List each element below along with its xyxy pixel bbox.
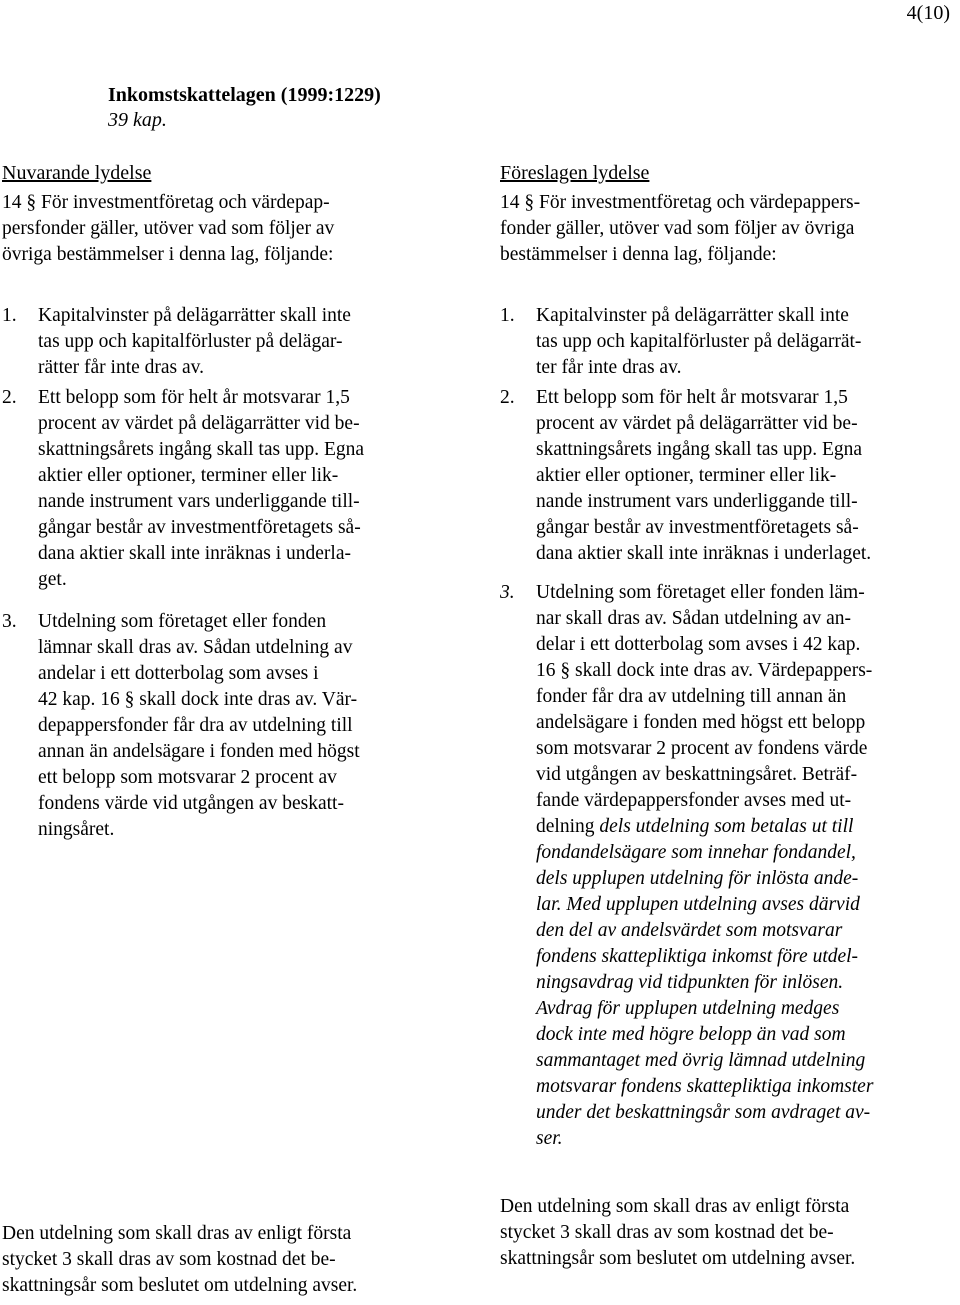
item-number: 2. [500,387,515,408]
page-number: 4(10) [906,2,950,24]
item-number: 1. [2,305,17,326]
proposed-item-3 [500,580,960,1152]
current-item-3 [2,609,472,843]
item-text: Ett belopp som för helt år motsvarar 1,5 procent av värdet på delägarrätter vid be- skattningsårets ingång skall tas upp. Egna aktier eller optioner, terminer eller lik- nande instrument vars underliggande till- gångar består av investmentföretagets så- dana aktier skall inte inräknas i underla- get. [38,387,365,590]
current-intro-paragraph: 14 § För investmentföretag och värdepap- persfonder gäller, utöver vad som följer av övriga bestämmelser i denna lag, följande: [2,192,335,265]
proposed-item-2 [500,385,960,567]
current-final-paragraph: Den utdelning som skall dras av enligt första stycket 3 skall dras av som kostnad det be- skattningsår som beslutet om utdelning avser. [2,1223,358,1296]
item-text: Kapitalvinster på delägarrätter skall inte tas upp och kapitalförluster på delägar- rätter får inte dras av. [38,305,351,378]
item-text: Kapitalvinster på delägarrätter skall inte tas upp och kapitalförluster på delägarrät- ter får inte dras av. [536,305,862,378]
item-number: 2. [2,387,17,408]
proposed-item-1 [500,303,960,381]
current-item-1 [2,303,472,381]
proposed-final-paragraph: Den utdelning som skall dras av enligt första stycket 3 skall dras av som kostnad det be- skattningsår som beslutet om utdelning avser. [500,1196,856,1269]
law-title: Inkomstskattelagen (1999:1229) [108,84,381,106]
current-item-2 [2,385,472,593]
current-wording-heading: Nuvarande lydelse [2,162,152,184]
item-text-italic-amendment: dels utdelning som betalas ut till fondandelsägare som innehar fondandel, dels upplupen utdelning för inlösta ande- lar. Med upplupen utdelning avses därvid den del av andelsvärdet som motsvarar fondens skattepliktiga inkomst före utdel- ningsavdrag vid tidpunkten för inlösen. Avdrag för upplupen utdelning medges dock inte med högre belopp än vad som sammantaget med övrig lämnad utdelning motsvarar fondens skattepliktiga inkomster under det beskattningsår som avdraget av- ser. [536,816,874,1149]
item-text: Ett belopp som för helt år motsvarar 1,5 procent av värdet på delägarrätter vid be- skattningsårets ingång skall tas upp. Egna aktier eller optioner, terminer eller lik- nande instrument vars underliggande till- gångar består av investmentföretagets så- dana aktier skall inte inräknas i underlaget. [536,387,872,564]
law-chapter: 39 kap. [108,109,167,131]
item-number: 3. [500,582,515,603]
item-text: Utdelning som företaget eller fonden lämnar skall dras av. Sådan utdelning av andelar i ett dotterbolag som avses i 42 kap. 16 § skall dock inte dras av. Vär- depappersfonder får dra av utdelning till annan än andelsägare i fonden med högst ett belopp som motsvarar 2 procent av fondens värde vid utgången av beskatt- ningsåret. [38,611,360,840]
proposed-wording-heading: Föreslagen lydelse [500,162,650,184]
proposed-intro-paragraph: 14 § För investmentföretag och värdepappers- fonder gäller, utöver vad som följer av övriga bestämmelser i denna lag, följande: [500,192,861,265]
item-number: 1. [500,305,515,326]
item-number: 3. [2,611,17,632]
item-text-regular: Utdelning som företaget eller fonden läm- nar skall dras av. Sådan utdelning av an- delar i ett dotterbolag som avses i 42 kap. 16 § skall dock inte dras av. Värdepappers- fonder får dra av utdelning till annan än andelsägare i fonden med högst ett belopp som motsvarar 2 procent av fondens värde vid utgången av beskattningsåret. Beträf- fande värdepappersfonder avses med ut- delning [536,582,873,837]
item-text [536,580,960,1152]
